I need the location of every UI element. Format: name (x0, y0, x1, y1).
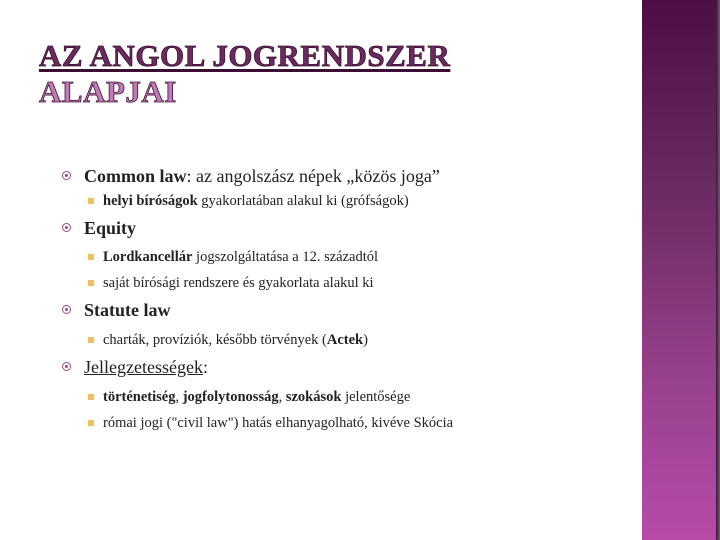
circle-bullet-icon (62, 305, 71, 314)
text-run: Lordkancellár (103, 249, 193, 265)
sub-bullet-item (88, 415, 453, 432)
sub-bullet-item (88, 332, 368, 349)
text-run: jogfolytonosság (182, 389, 279, 405)
circle-bullet-icon (62, 362, 71, 371)
decorative-sidebar (642, 0, 716, 540)
item-text (84, 218, 136, 238)
sub-bullet-item (88, 193, 409, 210)
text-run: Actek (326, 332, 364, 348)
square-bullet-icon (88, 198, 94, 204)
item-text (103, 415, 453, 431)
slide-title (39, 38, 450, 110)
title-line-2: ALAPJAI (39, 74, 177, 109)
sidebar-shadow (716, 0, 720, 540)
item-text (103, 332, 368, 348)
item-text (103, 193, 409, 209)
square-bullet-icon (88, 280, 94, 286)
sub-bullet-item (88, 275, 374, 292)
text-run: charták, províziók, később törvények ( (103, 332, 327, 348)
item-text (103, 389, 410, 405)
text-run: szokások (285, 389, 342, 405)
text-run: Statute law (84, 300, 171, 320)
text-run: jelentősége (341, 389, 411, 405)
item-text (103, 275, 374, 291)
text-run: gyakorlatában alakul ki (grófságok) (197, 193, 409, 209)
text-run: ) (363, 332, 368, 348)
square-bullet-icon (88, 394, 94, 400)
bullet-item (62, 357, 208, 378)
text-run: Common law (84, 166, 187, 186)
item-text (103, 249, 378, 265)
sub-bullet-item (88, 389, 410, 406)
text-run: helyi bíróságok (103, 193, 198, 209)
text-run: római jogi ("civil law") hatás elhanyagolható, kivéve Skócia (103, 415, 454, 431)
text-run: : az angolszász népek „közös joga” (186, 166, 440, 186)
text-run: történetiség (103, 389, 176, 405)
text-run: : (202, 357, 208, 377)
square-bullet-icon (88, 420, 94, 426)
text-run: Jellegzetességek (84, 357, 203, 377)
title-line-1: AZ ANGOL JOGRENDSZER (39, 38, 451, 73)
square-bullet-icon (88, 337, 94, 343)
bullet-item (62, 300, 171, 321)
bullet-item (62, 218, 136, 239)
text-run: jogszolgáltatása a 12. századtól (192, 249, 379, 265)
item-text (84, 300, 171, 320)
text-run: Equity (84, 218, 137, 238)
bullet-item (62, 166, 440, 187)
square-bullet-icon (88, 254, 94, 260)
circle-bullet-icon (62, 223, 71, 232)
text-run: , (278, 389, 286, 405)
text-run: saját bírósági rendszere és gyakorlata alakul ki (103, 275, 374, 291)
text-run: , (175, 389, 183, 405)
item-text (84, 166, 440, 186)
item-text (84, 357, 208, 377)
circle-bullet-icon (62, 171, 71, 180)
sub-bullet-item (88, 249, 378, 266)
